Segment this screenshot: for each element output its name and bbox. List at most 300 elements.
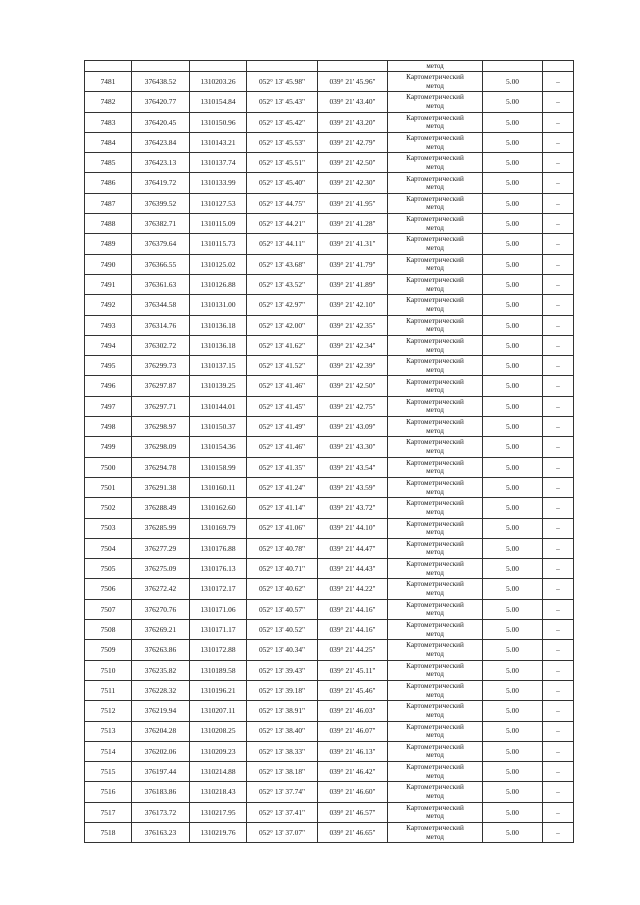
table-row [85, 254, 574, 274]
method-line-2: метод [426, 183, 444, 192]
latitude-cell: 052° 13' 41.24" [247, 477, 318, 497]
method-line-2: метод [426, 670, 444, 679]
table-row [85, 579, 574, 599]
latitude-cell: 052° 13' 40.34" [247, 640, 318, 660]
point-number-cell: 7501 [85, 477, 132, 497]
point-number-cell: 7511 [85, 680, 132, 700]
longitude-cell: 039° 21' 46.13" [318, 741, 388, 761]
method-line-1: Картометрический [406, 539, 464, 548]
method-cell [388, 538, 483, 558]
method-line-2: метод [426, 690, 444, 699]
point-number-cell: 7515 [85, 762, 132, 782]
y-coordinate-cell: 1310131.00 [190, 295, 247, 315]
point-number-cell: 7513 [85, 721, 132, 741]
method-line-1: Картометрический [406, 113, 464, 122]
method-cell [388, 620, 483, 640]
method-cell [388, 660, 483, 680]
method-cell [388, 315, 483, 335]
method-cell [388, 356, 483, 376]
x-coordinate-cell: 376366.55 [132, 254, 190, 274]
table-row [85, 72, 574, 92]
latitude-cell: 052° 13' 38.18" [247, 762, 318, 782]
method-line-1: Картометрический [406, 154, 464, 163]
point-number-cell: 7512 [85, 701, 132, 721]
latitude-cell: 052° 13' 41.62" [247, 335, 318, 355]
longitude-cell: 039° 21' 43.30" [318, 437, 388, 457]
latitude-cell: 052° 13' 39.18" [247, 680, 318, 700]
y-coordinate-cell: 1310143.21 [190, 132, 247, 152]
longitude-cell: 039° 21' 43.54" [318, 457, 388, 477]
method-line-1: Картометрический [406, 803, 464, 812]
method-line-1: Картометрический [406, 174, 464, 183]
method-line-2: метод [426, 832, 444, 841]
y-coordinate-cell: 1310176.13 [190, 559, 247, 579]
point-number-cell: 7494 [85, 335, 132, 355]
latitude-cell: 052° 13' 37.74" [247, 782, 318, 802]
accuracy-cell: 5.00 [483, 802, 543, 822]
point-number-cell: 7482 [85, 92, 132, 112]
note-cell: – [543, 153, 574, 173]
latitude-cell: 052° 13' 44.21" [247, 214, 318, 234]
y-coordinate-cell: 1310154.84 [190, 92, 247, 112]
longitude-cell: 039° 21' 44.47" [318, 538, 388, 558]
method-cell [388, 782, 483, 802]
accuracy-cell: 5.00 [483, 660, 543, 680]
accuracy-cell: 5.00 [483, 92, 543, 112]
method-line-2: метод [426, 589, 444, 598]
latitude-cell: 052° 13' 41.49" [247, 417, 318, 437]
accuracy-cell: 5.00 [483, 396, 543, 416]
latitude-cell: 052° 13' 45.53" [247, 132, 318, 152]
table-row [85, 132, 574, 152]
table-row [85, 173, 574, 193]
y-coordinate-cell: 1310218.43 [190, 782, 247, 802]
latitude-cell: 052° 13' 40.78" [247, 538, 318, 558]
longitude-cell: 039° 21' 43.40" [318, 92, 388, 112]
y-coordinate-cell: 1310169.79 [190, 518, 247, 538]
y-coordinate-cell: 1310137.15 [190, 356, 247, 376]
point-number-cell: 7493 [85, 315, 132, 335]
accuracy-cell: 5.00 [483, 153, 543, 173]
y-coordinate-cell: 1310214.88 [190, 762, 247, 782]
accuracy-cell: 5.00 [483, 335, 543, 355]
longitude-cell: 039° 21' 44.22" [318, 579, 388, 599]
y-coordinate-cell: 1310162.60 [190, 498, 247, 518]
method-line-2: метод [426, 548, 444, 557]
method-line-1: Картометрический [406, 296, 464, 305]
table-row [85, 701, 574, 721]
method-cell [388, 457, 483, 477]
latitude-cell: 052° 13' 45.98" [247, 72, 318, 92]
latitude-cell: 052° 13' 38.40" [247, 721, 318, 741]
accuracy-cell: 5.00 [483, 173, 543, 193]
longitude-cell: 039° 21' 46.65" [318, 822, 388, 842]
y-coordinate-cell: 1310219.76 [190, 822, 247, 842]
point-number-cell: 7518 [85, 822, 132, 842]
note-cell: – [543, 538, 574, 558]
x-coordinate-cell: 376298.09 [132, 437, 190, 457]
latitude-cell: 052° 13' 37.41" [247, 802, 318, 822]
table-row [85, 559, 574, 579]
table-row [85, 457, 574, 477]
longitude-cell: 039° 21' 46.42" [318, 762, 388, 782]
longitude-cell: 039° 21' 46.60" [318, 782, 388, 802]
method-line-1: Картометрический [406, 661, 464, 670]
method-line-2: метод [426, 101, 444, 110]
accuracy-cell: 5.00 [483, 234, 543, 254]
note-cell: – [543, 599, 574, 619]
latitude-cell: 052° 13' 38.91" [247, 701, 318, 721]
method-line-2: метод [426, 467, 444, 476]
table-row [85, 660, 574, 680]
note-cell: – [543, 335, 574, 355]
note-cell: – [543, 802, 574, 822]
method-line-2: метод [426, 629, 444, 638]
y-coordinate-cell: 1310126.88 [190, 274, 247, 294]
method-line-2: метод [426, 487, 444, 496]
longitude-cell: 039° 21' 46.07" [318, 721, 388, 741]
method-line-1: Картометрический [406, 742, 464, 751]
point-number-cell: 7504 [85, 538, 132, 558]
method-cell [388, 153, 483, 173]
x-coordinate-cell: 376235.82 [132, 660, 190, 680]
x-coordinate-cell: 376419.72 [132, 173, 190, 193]
x-coordinate-cell: 376263.86 [132, 640, 190, 660]
table-row [85, 762, 574, 782]
y-coordinate-cell: 1310115.09 [190, 214, 247, 234]
latitude-cell: 052° 13' 45.40" [247, 173, 318, 193]
y-coordinate-cell: 1310125.02 [190, 254, 247, 274]
table-row [85, 295, 574, 315]
method-line-1: Картометрический [406, 418, 464, 427]
longitude-cell: 039° 21' 46.57" [318, 802, 388, 822]
note-cell: – [543, 559, 574, 579]
note-cell: – [543, 72, 574, 92]
method-cell [388, 376, 483, 396]
x-coordinate-cell: 376344.58 [132, 295, 190, 315]
method-cell [388, 193, 483, 213]
method-line-1: Картометрический [406, 397, 464, 406]
y-coordinate-cell: 1310171.06 [190, 599, 247, 619]
note-cell: – [543, 396, 574, 416]
method-line-1: Картометрический [406, 357, 464, 366]
table-row [85, 721, 574, 741]
x-coordinate-cell: 376228.32 [132, 680, 190, 700]
y-coordinate-cell: 1310209.23 [190, 741, 247, 761]
note-cell: – [543, 620, 574, 640]
point-number-cell: 7506 [85, 579, 132, 599]
point-number-cell: 7495 [85, 356, 132, 376]
x-coordinate-cell: 376204.28 [132, 721, 190, 741]
method-line-1: Картометрический [406, 519, 464, 528]
accuracy-cell: 5.00 [483, 620, 543, 640]
note-cell: – [543, 274, 574, 294]
latitude-cell: 052° 13' 41.45" [247, 396, 318, 416]
x-coordinate-cell: 376288.49 [132, 498, 190, 518]
method-cell [388, 234, 483, 254]
coordinates-table [84, 60, 574, 843]
x-coordinate-cell: 376291.38 [132, 477, 190, 497]
method-line-1: Картометрический [406, 641, 464, 650]
method-line-2: метод [426, 244, 444, 253]
method-line-2: метод [426, 304, 444, 313]
x-coordinate-cell: 376297.71 [132, 396, 190, 416]
method-cell [388, 417, 483, 437]
longitude-cell: 039° 21' 42.79" [318, 132, 388, 152]
table-cell [483, 61, 543, 72]
method-line-1: Картометрический [406, 215, 464, 224]
note-cell: – [543, 193, 574, 213]
x-coordinate-cell: 376269.21 [132, 620, 190, 640]
method-line-2: метод [426, 325, 444, 334]
y-coordinate-cell: 1310203.26 [190, 72, 247, 92]
longitude-cell: 039° 21' 42.10" [318, 295, 388, 315]
accuracy-cell: 5.00 [483, 295, 543, 315]
x-coordinate-cell: 376423.84 [132, 132, 190, 152]
x-coordinate-cell: 376297.87 [132, 376, 190, 396]
method-line-2: метод [426, 771, 444, 780]
table-row [85, 234, 574, 254]
y-coordinate-cell: 1310207.11 [190, 701, 247, 721]
method-line-2: метод [426, 223, 444, 232]
note-cell: – [543, 234, 574, 254]
x-coordinate-cell: 376163.23 [132, 822, 190, 842]
x-coordinate-cell: 376361.63 [132, 274, 190, 294]
method-line-1: Картометрический [406, 336, 464, 345]
latitude-cell: 052° 13' 40.62" [247, 579, 318, 599]
accuracy-cell: 5.00 [483, 782, 543, 802]
method-line-1: Картометрический [406, 438, 464, 447]
y-coordinate-cell: 1310133.99 [190, 173, 247, 193]
method-cell [388, 477, 483, 497]
point-number-cell: 7510 [85, 660, 132, 680]
method-cell [388, 112, 483, 132]
method-cell [388, 498, 483, 518]
accuracy-cell: 5.00 [483, 579, 543, 599]
table-cell [132, 61, 190, 72]
point-number-cell: 7481 [85, 72, 132, 92]
method-line-1: Картометрический [406, 93, 464, 102]
latitude-cell: 052° 13' 41.46" [247, 376, 318, 396]
table-row [85, 92, 574, 112]
point-number-cell: 7503 [85, 518, 132, 538]
note-cell: – [543, 112, 574, 132]
x-coordinate-cell: 376219.94 [132, 701, 190, 721]
longitude-cell: 039° 21' 42.30" [318, 173, 388, 193]
latitude-cell: 052° 13' 37.07" [247, 822, 318, 842]
note-cell: – [543, 315, 574, 335]
x-coordinate-cell: 376382.71 [132, 214, 190, 234]
latitude-cell: 052° 13' 38.33" [247, 741, 318, 761]
method-line-1: Картометрический [406, 235, 464, 244]
method-cell [388, 762, 483, 782]
y-coordinate-cell: 1310144.01 [190, 396, 247, 416]
table-row [85, 214, 574, 234]
latitude-cell: 052° 13' 39.43" [247, 660, 318, 680]
note-cell: – [543, 457, 574, 477]
method-cell [388, 173, 483, 193]
latitude-cell: 052° 13' 42.00" [247, 315, 318, 335]
method-line-2: метод [426, 812, 444, 821]
table-cell [318, 61, 388, 72]
note-cell: – [543, 437, 574, 457]
note-cell: – [543, 254, 574, 274]
method-cell [388, 396, 483, 416]
y-coordinate-cell: 1310136.18 [190, 335, 247, 355]
method-line-1: Картометрический [406, 478, 464, 487]
x-coordinate-cell: 376420.77 [132, 92, 190, 112]
accuracy-cell: 5.00 [483, 72, 543, 92]
method-line-2: метод [426, 406, 444, 415]
y-coordinate-cell: 1310171.17 [190, 620, 247, 640]
method-line-2: метод [426, 792, 444, 801]
method-cell [388, 822, 483, 842]
method-line-1: Картометрический [406, 194, 464, 203]
method-cell [388, 518, 483, 538]
method-line-1: Картометрический [406, 824, 464, 833]
point-number-cell: 7483 [85, 112, 132, 132]
note-cell: – [543, 92, 574, 112]
x-coordinate-cell: 376298.97 [132, 417, 190, 437]
method-line-2: метод [426, 162, 444, 171]
method-line-1: Картометрический [406, 681, 464, 690]
longitude-cell: 039° 21' 41.79" [318, 254, 388, 274]
method-line-2: метод [426, 609, 444, 618]
accuracy-cell: 5.00 [483, 376, 543, 396]
accuracy-cell: 5.00 [483, 518, 543, 538]
method-line-2: метод [426, 568, 444, 577]
y-coordinate-cell: 1310139.25 [190, 376, 247, 396]
method-cell [388, 132, 483, 152]
y-coordinate-cell: 1310208.25 [190, 721, 247, 741]
point-number-cell: 7484 [85, 132, 132, 152]
latitude-cell: 052° 13' 41.52" [247, 356, 318, 376]
note-cell: – [543, 721, 574, 741]
method-line-1: Картометрический [406, 580, 464, 589]
note-cell: – [543, 660, 574, 680]
table-row [85, 802, 574, 822]
y-coordinate-cell: 1310189.58 [190, 660, 247, 680]
method-line-1: Картометрический [406, 600, 464, 609]
note-cell: – [543, 417, 574, 437]
method-line-1: Картометрический [406, 255, 464, 264]
point-number-cell: 7491 [85, 274, 132, 294]
method-line-1: Картометрический [406, 133, 464, 142]
x-coordinate-cell: 376183.86 [132, 782, 190, 802]
point-number-cell: 7496 [85, 376, 132, 396]
point-number-cell: 7492 [85, 295, 132, 315]
method-cell [388, 92, 483, 112]
x-coordinate-cell: 376302.72 [132, 335, 190, 355]
longitude-cell: 039° 21' 42.35" [318, 315, 388, 335]
note-cell: – [543, 701, 574, 721]
method-cell [388, 741, 483, 761]
longitude-cell: 039° 21' 45.11" [318, 660, 388, 680]
y-coordinate-cell: 1310137.74 [190, 153, 247, 173]
longitude-cell: 039° 21' 43.72" [318, 498, 388, 518]
method-cell [388, 559, 483, 579]
latitude-cell: 052° 13' 45.42" [247, 112, 318, 132]
method-line-2: метод [426, 731, 444, 740]
method-cell [388, 599, 483, 619]
y-coordinate-cell: 1310217.95 [190, 802, 247, 822]
accuracy-cell: 5.00 [483, 193, 543, 213]
table-row [85, 335, 574, 355]
method-line-2: метод [426, 710, 444, 719]
accuracy-cell: 5.00 [483, 457, 543, 477]
method-cell [388, 72, 483, 92]
longitude-cell: 039° 21' 45.96" [318, 72, 388, 92]
y-coordinate-cell: 1310160.11 [190, 477, 247, 497]
table-row [85, 782, 574, 802]
table-row [85, 822, 574, 842]
method-cell [388, 295, 483, 315]
longitude-cell: 039° 21' 42.34" [318, 335, 388, 355]
table-row [85, 518, 574, 538]
table-row [85, 417, 574, 437]
accuracy-cell: 5.00 [483, 132, 543, 152]
latitude-cell: 052° 13' 40.71" [247, 559, 318, 579]
accuracy-cell: 5.00 [483, 741, 543, 761]
point-number-cell: 7485 [85, 153, 132, 173]
point-number-cell: 7514 [85, 741, 132, 761]
method-cell [388, 335, 483, 355]
x-coordinate-cell: 376438.52 [132, 72, 190, 92]
table-cell [543, 61, 574, 72]
method-line-1: Картометрический [406, 560, 464, 569]
note-cell: – [543, 762, 574, 782]
method-line-2: метод [426, 365, 444, 374]
method-cell [388, 701, 483, 721]
accuracy-cell: 5.00 [483, 559, 543, 579]
point-number-cell: 7487 [85, 193, 132, 213]
accuracy-cell: 5.00 [483, 701, 543, 721]
method-cell [388, 437, 483, 457]
method-line-2: метод [426, 122, 444, 131]
table-row [85, 680, 574, 700]
method-line-1: Картометрический [406, 377, 464, 386]
longitude-cell: 039° 21' 41.31" [318, 234, 388, 254]
latitude-cell: 052° 13' 44.11" [247, 234, 318, 254]
accuracy-cell: 5.00 [483, 721, 543, 741]
point-number-cell: 7517 [85, 802, 132, 822]
longitude-cell: 039° 21' 41.95" [318, 193, 388, 213]
accuracy-cell: 5.00 [483, 822, 543, 842]
x-coordinate-cell: 376294.78 [132, 457, 190, 477]
longitude-cell: 039° 21' 44.25" [318, 640, 388, 660]
table-body [85, 61, 574, 843]
method-line-1: Картометрический [406, 763, 464, 772]
latitude-cell: 052° 13' 42.97" [247, 295, 318, 315]
accuracy-cell: 5.00 [483, 477, 543, 497]
x-coordinate-cell: 376423.13 [132, 153, 190, 173]
accuracy-cell: 5.00 [483, 498, 543, 518]
y-coordinate-cell: 1310154.36 [190, 437, 247, 457]
method-line-1: Картометрический [406, 621, 464, 630]
x-coordinate-cell: 376420.45 [132, 112, 190, 132]
point-number-cell: 7486 [85, 173, 132, 193]
longitude-cell: 039° 21' 44.43" [318, 559, 388, 579]
longitude-cell: 039° 21' 43.20" [318, 112, 388, 132]
table-row [85, 599, 574, 619]
latitude-cell: 052° 13' 43.52" [247, 274, 318, 294]
latitude-cell: 052° 13' 40.57" [247, 599, 318, 619]
note-cell: – [543, 640, 574, 660]
x-coordinate-cell: 376285.99 [132, 518, 190, 538]
method-line-2: метод [426, 264, 444, 273]
y-coordinate-cell: 1310150.37 [190, 417, 247, 437]
point-number-cell: 7500 [85, 457, 132, 477]
